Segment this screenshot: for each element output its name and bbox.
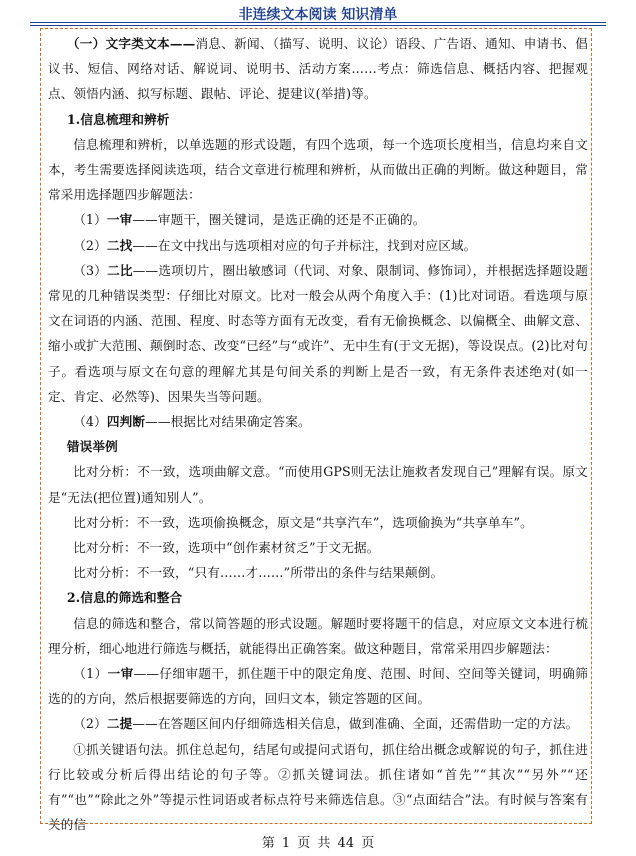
step-number: （4） — [73, 414, 107, 430]
step-text: ——在答题区间内仔细筛选相关信息，做到准确、全面，还需借助一定的方法。 — [132, 716, 579, 732]
error-item: 比对分析：不一致，“只有……才……”所带出的条件与结果颠倒。 — [73, 565, 444, 581]
step-number: （3） — [73, 262, 108, 278]
errors-heading: 错误举例 — [66, 439, 118, 455]
header-rule-bottom — [30, 25, 606, 26]
error-item: 比对分析：不一致，选项中“创作素材贫乏”于文无据。 — [73, 540, 380, 556]
step-keyword: 一审 — [106, 212, 133, 228]
intro-paragraph — [48, 31, 588, 107]
step-text: ——选项切片，圈出敏感词（代词、对象、限制词、修饰词），并根据选择题设题常见的几种错误类型：仔细比对原文。比对一般会从两个角度入手：(1)比对词语。看选项与原文在词语的内涵、范围、程度、时态等方面有无改变，看有无偷换概念、以偏概全、曲解文意、缩小或扩大范围、颠倒时态、改变“已经”与“或许”、无中生有(于文无据)，等设误点。(2)比对句子。看选项与原文在句意的理解尤其是句间关系的判断上是否一致，有无条件表述绝对(如一定、肯定、必然等)、因果失当等问题。 — [48, 262, 588, 404]
section2-paragraph: 信息的筛选和整合，常以简答题的形式设题。解题时要将题干的信息，对应原文文本进行梳理分析，细心地进行筛选与概括，就能得出正确答案。做这种题目，常常采用四步解题法： — [48, 615, 588, 656]
step-keyword: 二找 — [106, 237, 133, 253]
step-keyword: 四判断 — [106, 414, 146, 430]
section1-step-2 — [48, 233, 588, 258]
step-number: （1） — [73, 666, 108, 682]
step-keyword: 二比 — [107, 262, 133, 278]
section2-paragraph-2: ①抓关键语句法。抓住总起句，结尾句或提问式语句，抓住给出概念或解说的句子，抓住进行比较或分析后得出结论的句子等。②抓关键词法。抓住诸如“首先”“其次”“另外”“还有”“也”“除此之外”等提示性词语或者标点符号来筛选信息。③“点面结合”法。有时候与答案有关的信 — [48, 741, 588, 833]
document-body — [48, 31, 588, 838]
step-number: （1） — [73, 212, 107, 228]
section1-step-4 — [48, 409, 588, 434]
section2-heading: 2.信息的筛选和整合 — [66, 590, 183, 606]
page-footer: 第 1 页 共 44 页 — [261, 836, 375, 851]
step-text: ——审题干，圈关键词，是选正确的还是不正确的。 — [132, 212, 426, 228]
page-header: 非连续文本阅读 知识清单 — [238, 7, 398, 23]
section1-step-1 — [48, 207, 588, 232]
intro-text: 消息、新闻、（描写、说明、议论）语段、广告语、通知、申请书、倡议书、短信、网络对话、解说词、说明书、活动方案……考点：筛选信息、概括内容、把握观点、领悟内涵、拟写标题、跟帖、评论、提建议(举措)等。 — [48, 36, 588, 102]
step-text: ——在文中找出与选项相对应的句子并标注，找到对应区域。 — [132, 237, 477, 253]
error-item: 比对分析：不一致，选项偷换概念，原文是“共享汽车”，选项偷换为“共享单车”。 — [73, 514, 533, 530]
error-item: 比对分析：不一致，选项曲解文意。“而使用GPS则无法让施救者发现自己”理解有误。原文是“无法(把位置)通知别人”。 — [48, 464, 588, 505]
intro-label: （一）文字类文本—— — [66, 36, 196, 51]
step-number: （2） — [73, 716, 107, 732]
section2-step-1 — [48, 661, 588, 711]
section1-paragraph: 信息梳理和辨析，以单选题的形式设题，有四个选项，每一个选项长度相当，信息均来自文本，考生需要选择阅读选项，结合文章进行梳理和辨析，从而做出正确的判断。做这种题目，常常采用选择题四步解题法： — [48, 136, 588, 203]
step-keyword: 二提 — [106, 716, 133, 732]
step-text: ——仔细审题干，抓住题干中的限定角度、范围、时间、空间等关键词，明确筛选的的方向，然后根据要筛选的方向，回归文本，锁定答题的区间。 — [48, 666, 588, 707]
step-number: （2） — [73, 237, 107, 253]
header-rule-top — [30, 22, 606, 23]
section1-heading: 1.信息梳理和辨析 — [66, 111, 170, 127]
section2-step-2 — [48, 711, 588, 736]
section1-step-3 — [48, 258, 588, 409]
step-text: ——根据比对结果确定答案。 — [145, 414, 311, 430]
step-keyword: 一审 — [107, 666, 134, 682]
